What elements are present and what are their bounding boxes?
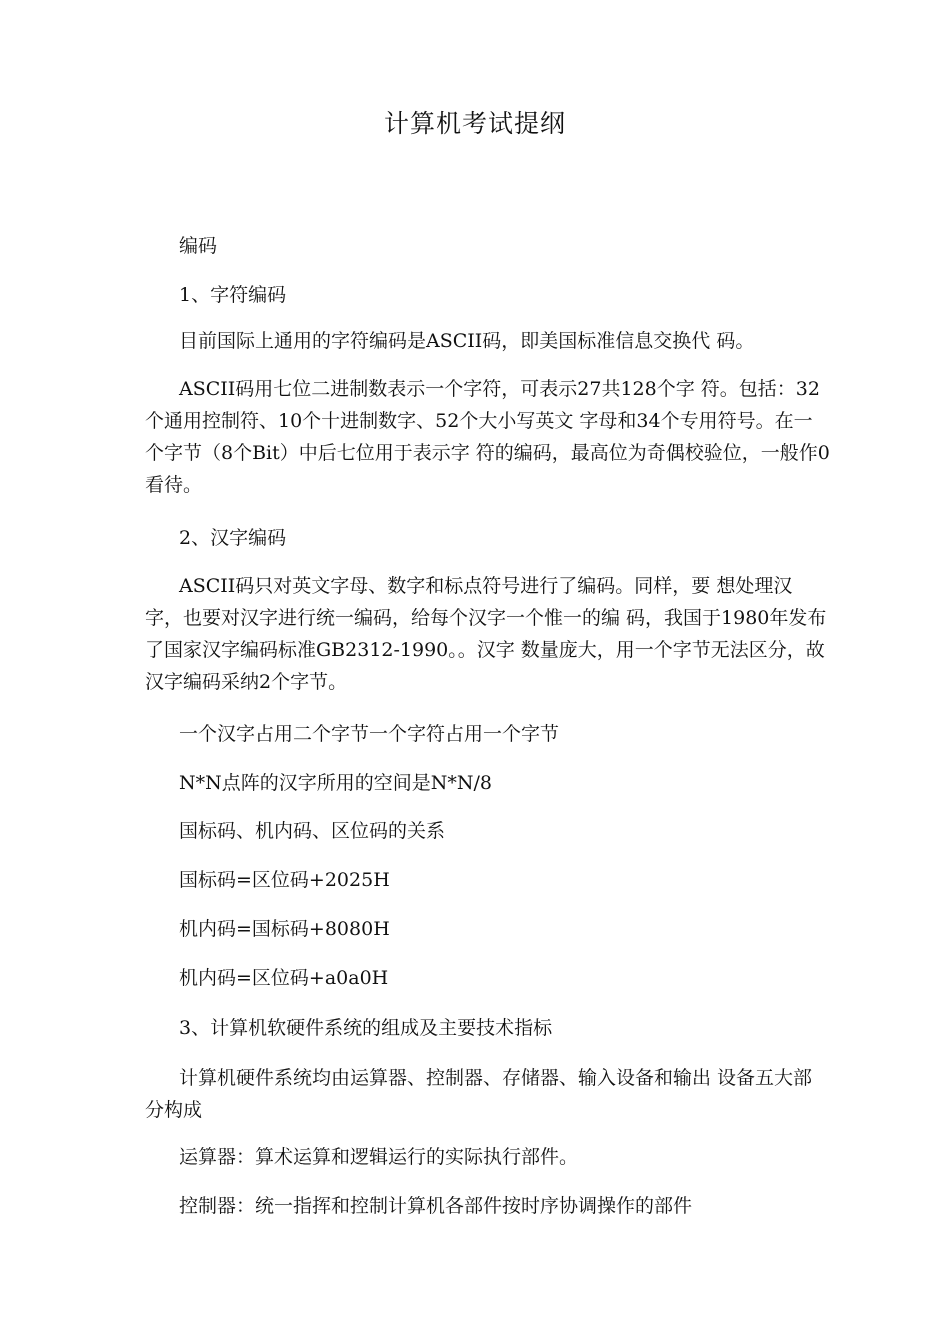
paragraph-chinese-encoding-details: ASCII码只对英文字母、数字和标点符号进行了编码。同样，要 想处理汉字，也要对汉字进行统一编码，给每个汉字一个惟一的编 码，我国于1980年发布了国家汉字编码标准GB2312-1990。。汉字 数量庞大，用一个字节无法区分，故汉字编码采纳2个字节。: [145, 575, 827, 693]
paragraph-control-unit: 控制器：统一指挥和控制计算机各部件按时序协调操作的部件: [179, 1195, 693, 1217]
paragraph-ascii-intro: 目前国际上通用的字符编码是ASCII码，即美国标准信息交换代 码。: [179, 330, 755, 352]
subsection-heading-computer-systems: 3、计算机软硬件系统的组成及主要技术指标: [179, 1017, 553, 1039]
subsection-heading-character-encoding: 1、字符编码: [179, 284, 287, 306]
paragraph-ascii-details: ASCII码用七位二进制数表示一个字符，可表示27共128个字 符。包括：32个通用控制符、10个十进制数字、52个大小写英文 字母和34个专用符号。在一个字节（8个Bit）中后七位用于表示字 符的编码，最高位为奇偶校验位，一般作0看待。: [145, 378, 830, 496]
paragraph-code-relationships: 国标码、机内码、区位码的关系: [179, 820, 446, 842]
formula-internal-code-from-national: 机内码=国标码+8080H: [179, 918, 390, 940]
formula-internal-code-from-location: 机内码=区位码+a0a0H: [179, 967, 389, 989]
paragraph-arithmetic-unit: 运算器：算术运算和逻辑运行的实际执行部件。: [179, 1146, 579, 1168]
paragraph-hardware-components: 计算机硬件系统均由运算器、控制器、存储器、输入设备和输出 设备五大部分构成: [145, 1067, 813, 1121]
paragraph-byte-usage: 一个汉字占用二个字节一个字符占用一个字节: [179, 723, 560, 745]
subsection-heading-chinese-encoding: 2、汉字编码: [179, 527, 287, 549]
formula-national-code: 国标码=区位码+2025H: [179, 869, 390, 891]
section-heading-encoding: 编码: [179, 235, 218, 257]
document-title: 计算机考试提纲: [383, 109, 566, 138]
paragraph-dot-matrix-space: N*N点阵的汉字所用的空间是N*N/8: [179, 772, 492, 794]
